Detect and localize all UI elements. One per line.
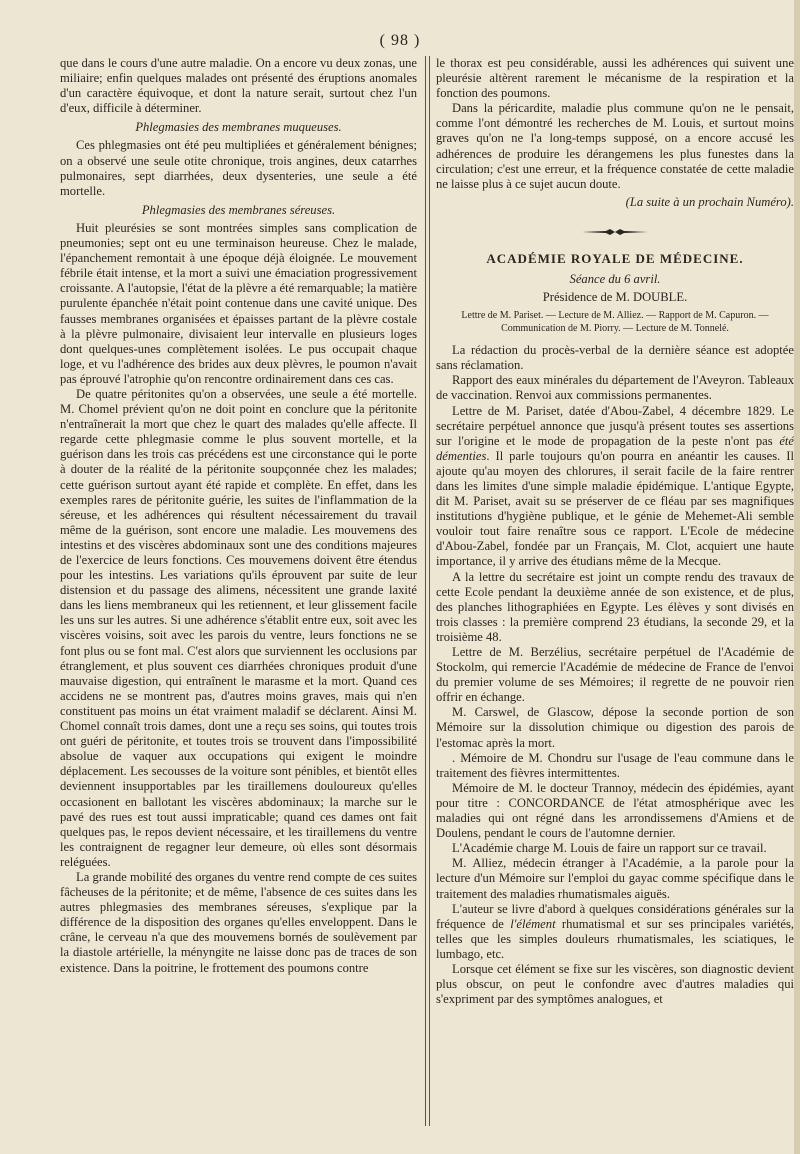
italic-run: l'élément (510, 916, 556, 931)
paragraph (436, 781, 794, 841)
column-rule (429, 56, 430, 1126)
right-column (436, 56, 794, 1007)
paragraph: De quatre péritonites qu'on a observées, une seule a été mortelle. M. Chomel prévient qu'on ne doit point en conclure que la péritonite n'entraînerait la mort que chez le quart des malades qu'elle affecte. Il regarde cette phlegmasie comme le plus souvent mortelle, et la guérison dans les trois cas précédens est une circonstance qui le porte à douter de la réalité de la péritonite soupçonnée chez les malades; cette guérison surtout ayant été rapide et complète. En effet, dans les exemples rares de péritonite guérie, les suites de l'inflammation de la séreuse, et les adhérences qui résultent nécessairement du travail même de la guérison, sont encore une maladie. Les mouvemens des intestins et des viscères abdominaux sont une des conditions majeures de l'exercice de leurs fonctions. Ces mouvemens doivent être étendus pour les intestins. Les variations qu'ils éprouvent par suite de leur distension et du passage des alimens, nécessitent une grande laxité dans les liens membraneux qui les retiennent, et leur glissement facile les uns sur les autres. Si une adhérence s'établit entre eux, soit avec les viscères voisins, soit avec les parois du ventre, leurs fonctions ne se font plus ou se font mal. C'est alors que surviennent les occlusions par étranglement, et plus souvent ces diarrhées chroniques produit d'une mauvaise digestion, qui entraînent le marasme et la mort. Quand ces accidens ne se montrent pas, d'autres moins graves, mais qui n'en constituent pas moins un état vraiment maladif se déclarent. Ainsi M. Chomel connaît trois dames, dont une a reçu ses soins, qui toutes trois ont guéri de péritonite, et toutes trois se trouvent dans l'impossibilité absolue de vaquer aux occupations qui exigent le moindre déplacement. Les secousses de la voiture sont pénibles, et bientôt elles deviennent insupportables par les tiraillemens douloureux qu'elles occasionent en ballotant les viscères abdominaux; la marche sur le pavé des rues est tout aussi impraticable; quand ces dames ont fait quelques pas, le repos devient nécessaire, et les tiraillemens du ventre les contraignent de regagner leur demeure, où elles sont désormais reléguées. (60, 386, 417, 869)
paragraph: le thorax est peu considérable, aussi les adhérences qui suivent une pleurésie altèrent rarement le mécanisme de la respiration et la fonction des poumons. (436, 56, 794, 101)
session-date: Séance du 6 avril. (569, 272, 661, 287)
presidency-line: Présidence de M. DOUBLE. (542, 290, 688, 305)
paragraph: A la lettre du secrétaire est joint un compte rendu des travaux de cette Ecole pendant la deuxième année de son existence, et de plus, des planches lithographiées en Egypte. Les élèves y sont divisés en trois classes : la première comprend 23 étudians, la seconde 29, et la troisième 48. (436, 569, 794, 644)
section-heading: Phlegmasies des membranes muqueuses. (135, 120, 342, 135)
paragraph: La rédaction du procès-verbal de la dernière séance est adoptée sans réclamation. (436, 343, 794, 373)
ornament-divider (436, 224, 794, 239)
paragraph: Huit pleurésies se sont montrées simples sans complication de pneumonies; sept ont eu une terminaison heureuse. Chez le malade, l'épanchement remontait à une époque déjà éloignée. Le mouvement fébrile était intense, et la mort a suivi une émaciation progressivement croissante. A l'autopsie, l'état de la plèvre a été remarquable; la matière purulente épanchée n'était point contenue dans une cavité unique. Des fausses membranes organisées et épaisses partant de la plèvre costale à la plèvre pulmonaire, divisaient leur intervalle en plusieurs loges dont quelques-unes complètement isolées. Le pus occupait chaque loge, et vu l'adhérence des brides aux deux plèvres, le poumon n'avait pas éprouvé l'atrophie qu'on rencontre ordinairement dans ces cas. (60, 220, 417, 386)
paragraph (436, 404, 794, 570)
ornament-icon (580, 228, 650, 236)
text-run: rhumatismal et sur ses principales variétés, telles que les simples douleurs rhumatismales, les sciatiques, le lumbago, etc. (436, 916, 795, 961)
paragraph: Ces phlegmasies ont été peu multipliées et généralement bénignes; on a observé une seule otite chronique, trois angines, deux catarrhes pulmonaires, sept diarrhées, deux dysenteries, une seule a été mortelle. (60, 138, 417, 198)
paragraph: Lorsque cet élément se fixe sur les viscères, son diagnostic devient plus obscur, on peut le confondre avec d'autres maladies qui s'expriment par des symptômes analogues, et (436, 961, 794, 1007)
page-number: ( 98 ) (379, 32, 421, 49)
paragraph: Rapport des eaux minérales du département de l'Aveyron. Tableaux de vaccination. Renvoi aux commissions permanentes. (436, 373, 794, 403)
section-title: ACADÉMIE ROYALE DE MÉDECINE. (486, 251, 744, 267)
continuation-note: (La suite à un prochain Numéro). (625, 194, 794, 209)
page-binding-edge (794, 0, 800, 1154)
paragraph: L'Académie charge M. Louis de faire un rapport sur ce travail. (452, 841, 767, 856)
paragraph: M. Alliez, médecin étranger à l'Académie, a la parole pour la lecture d'un Mémoire sur l'emploi du gayac comme spécifique dans le traitement des maladies rhumatismales aiguës. (436, 856, 794, 901)
section-heading: Phlegmasies des membranes séreuses. (141, 202, 336, 217)
text-run: Lettre de M. Pariset, datée d'Abou-Zabel, 4 décembre 1829. Le secrétaire perpétuel annonce que jusqu'à présent toutes ses assertions sur l'origine et le mode de propagation de la peste n'ont pas (436, 403, 794, 448)
italic-run: été démenties (436, 433, 794, 463)
text-run: de l'état atmosphérique avec les maladies qui ont régné dans les arrondissemens d'Amiens et de Doulens, pendant le cours de l'automne dernier. (436, 795, 794, 841)
column-rule (425, 56, 426, 1126)
paragraph: que dans le cours d'une autre maladie. On a encore vu deux zonas, une miliaire; enfin quelques malades ont présenté des éruptions anomales d'un caractère équivoque, et dont la nature serait, surtout chez l'un d'eux, difficile à déterminer. (60, 56, 417, 116)
paragraph: Dans la péricardite, maladie plus commune qu'on ne le pensait, comme l'ont démontré les recherches de M. Louis, et surtout moins graves qu'on ne l'a long-temps supposé, on a encore accusé les adhérences de produire les dérangemens les plus funestes dans la circulation; c'est une erreur, et la fréquence constatée de cette maladie ne laisse plus à ce sujet aucun doute. (436, 101, 794, 191)
text-run: . Il parle toujours qu'on pourra en anéantir les causes. Il ajoute qu'au moyen des chlorures, il serait facile de la faire rentrer dans les limites d'une simple maladie épidémique. L'antique Egypte, dit M. Pariset, avait su se préserver de ce fléau par ses magnifiques institutions d'hygiène publique, et le génie de Mehemet-Ali semble vouloir tout faire renaître sous ce rapport. L'Ecole de médecine d'Abou-Zabel, fondée par un Français, M. Clot, acquiert une haute importance, il y arrive des étudians même de la Mecque. (436, 448, 794, 569)
session-summary: Lettre de M. Pariset. — Lecture de M. Alliez. — Rapport de M. Capuron. — Communication de M. Piorry. — Lecture de M. Tonnelé. (461, 310, 769, 334)
paragraph: La grande mobilité des organes du ventre rend compte de ces suites fâcheuses de la péritonite; et de même, l'absence de ces suites dans les autres phlegmasies des membranes séreuses, s'explique par la différence de la disposition des organes qu'elles enveloppent. Dans le crâne, le cerveau n'a que des mouvemens bornés de soulèvement par la diastole artérielle, la ményngite ne laisse donc pas de traces de son existence. Dans la poitrine, le frottement des poumons contre (60, 869, 417, 975)
text-run: Mémoire de M. le docteur Trannoy, médecin des épidémies, ayant pour titre : (436, 780, 794, 810)
left-column (60, 56, 417, 976)
small-caps-run: CONCORDANCE (508, 795, 605, 810)
paragraph (436, 902, 794, 962)
paragraph: Lettre de M. Berzélius, secrétaire perpétuel de l'Académie de Stockolm, qui remercie l'Académie de médecine de France de l'envoi du premier volume de ses Mémoires; il regrette de ne pouvoir rien offrir en échange. (436, 645, 794, 705)
paragraph: . Mémoire de M. Chondru sur l'usage de l'eau commune dans le traitement des fièvres intermittentes. (436, 750, 794, 780)
paragraph: M. Carswel, de Glascow, dépose la seconde portion de son Mémoire sur la dissolution chimique ou digestion des parois de l'estomac après la mort. (436, 705, 794, 750)
text-run: L'auteur se livre d'abord à quelques considérations générales sur la fréquence de (436, 901, 794, 931)
